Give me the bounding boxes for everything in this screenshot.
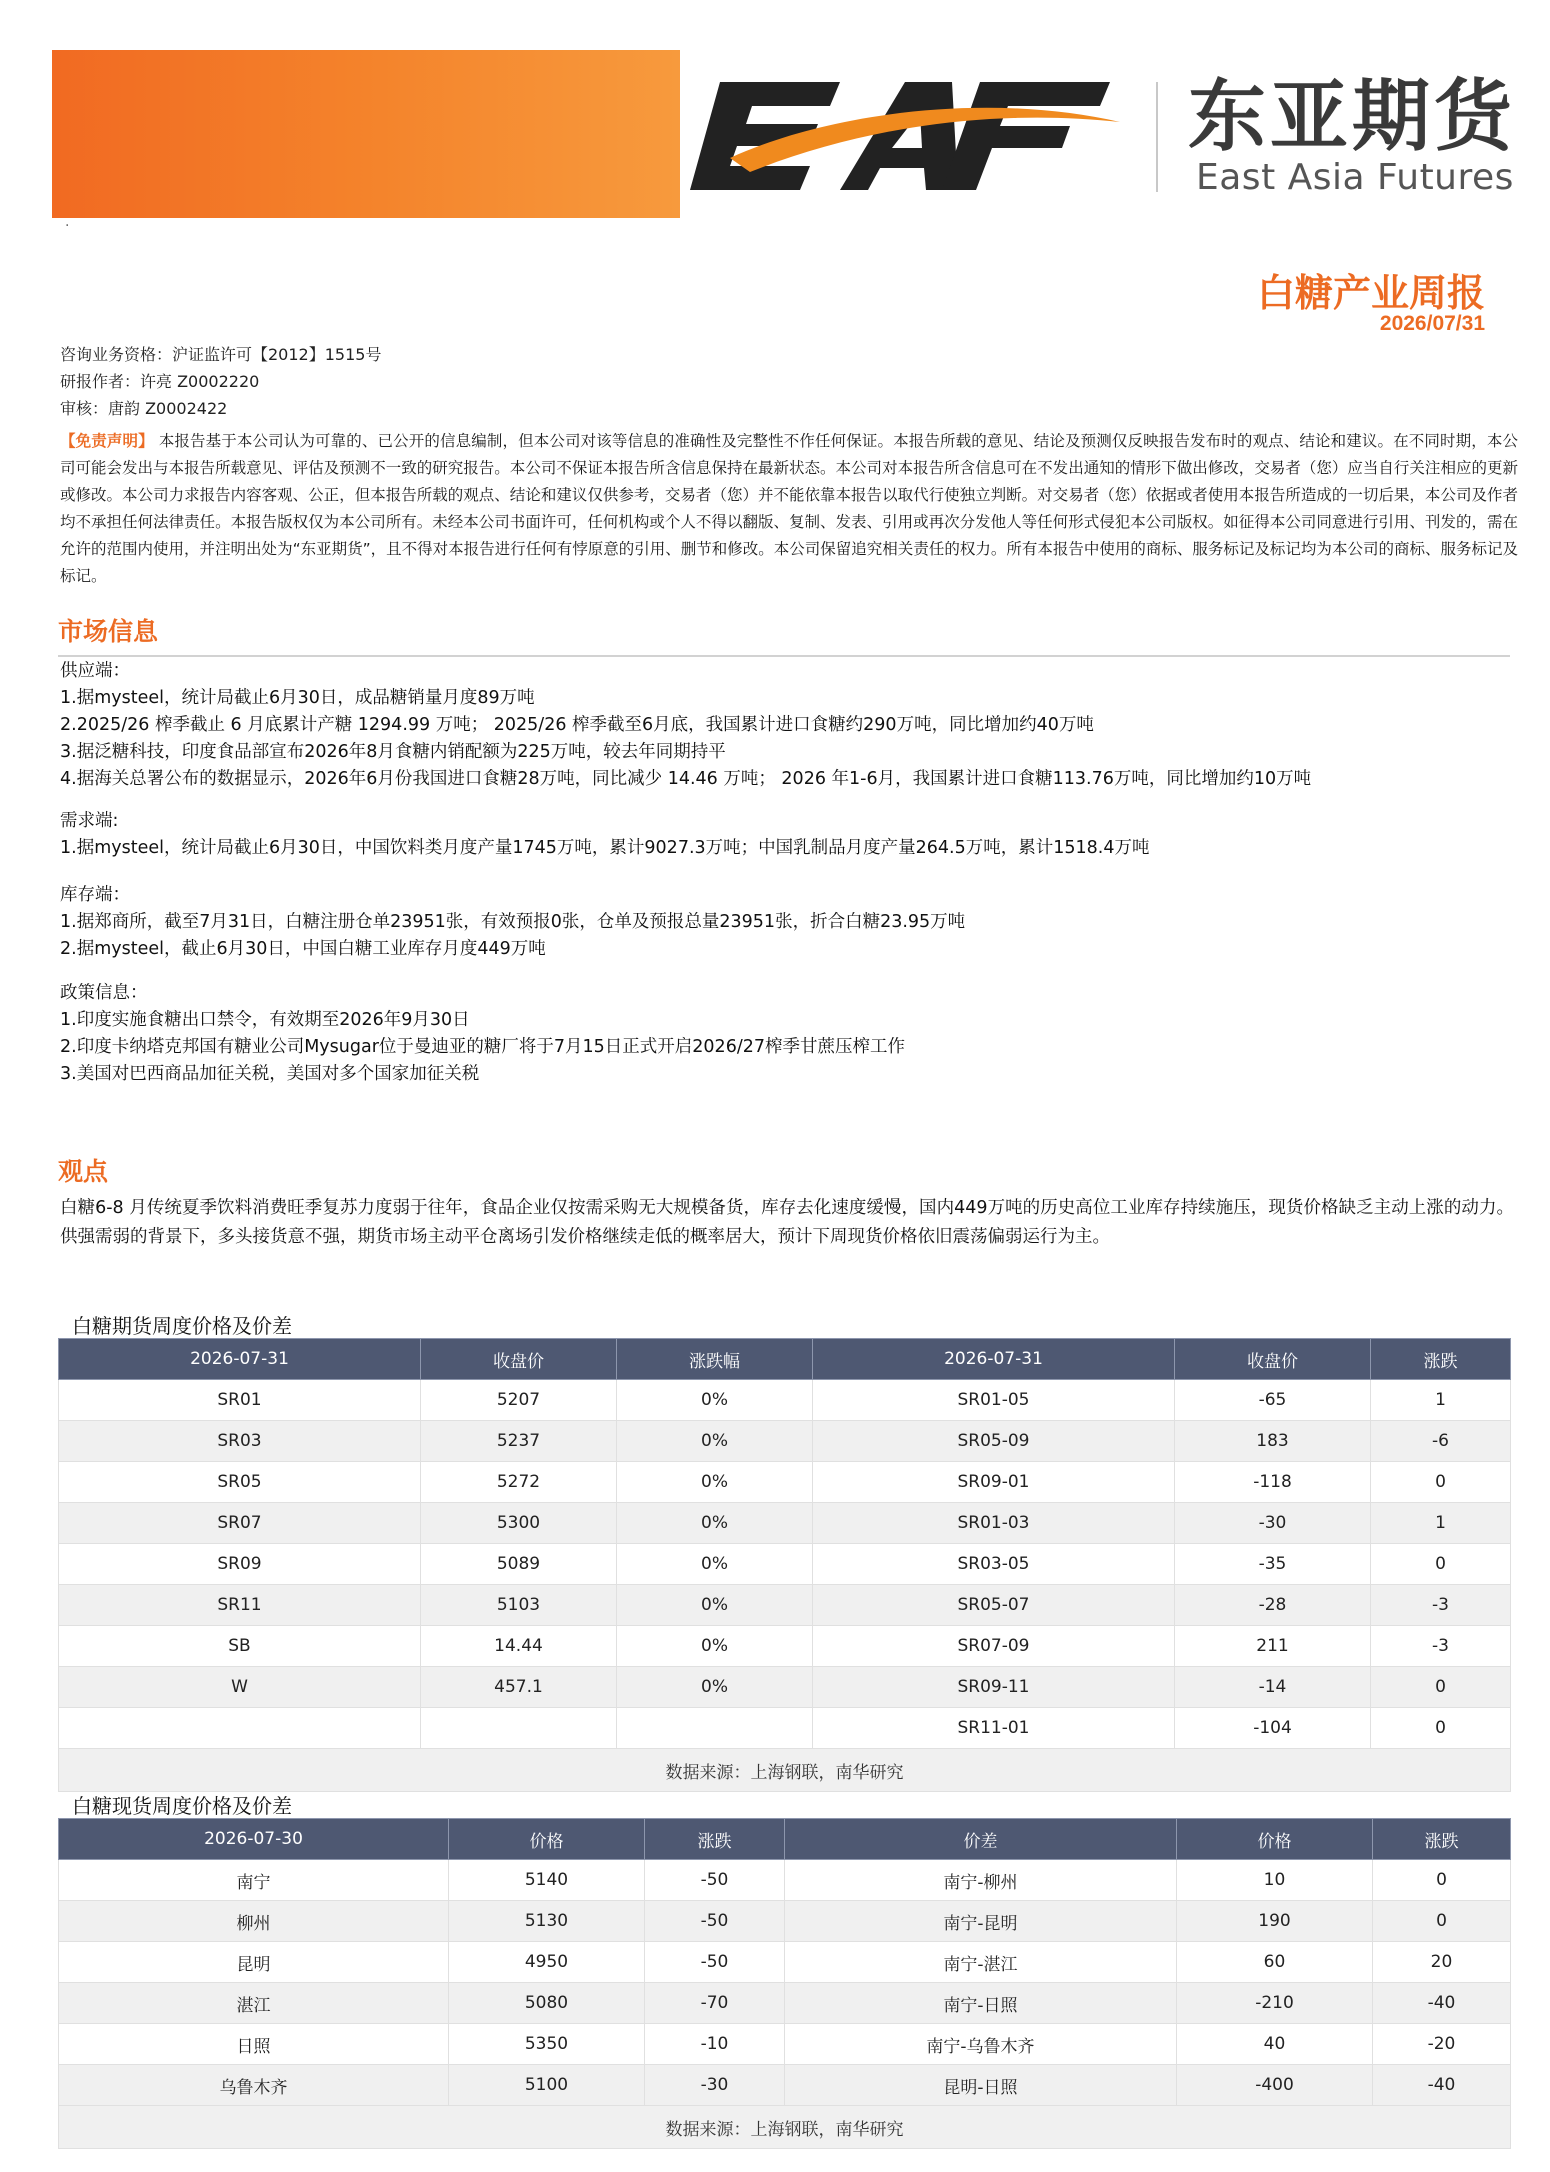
table-row	[59, 1462, 1511, 1503]
table-source-row	[59, 2106, 1511, 2149]
table-cell: 0	[1373, 1860, 1511, 1901]
table-cell: -210	[1177, 1983, 1373, 2024]
policy-title: 政策信息：	[60, 983, 148, 1003]
table-row	[59, 1667, 1511, 1708]
stock-title: 库存端：	[60, 885, 130, 905]
table-cell: 柳州	[59, 1901, 449, 1942]
table-cell: 0	[1371, 1667, 1511, 1708]
spot-table-title: 白糖现货周度价格及价差	[72, 1794, 292, 1818]
table-cell: 0%	[617, 1380, 813, 1421]
table-cell: W	[59, 1667, 421, 1708]
table-cell: 0%	[617, 1585, 813, 1626]
table-cell: 1	[1371, 1380, 1511, 1421]
stock-item: 1.据郑商所，截至7月31日，白糖注册仓单23951张，有效预报0张，仓单及预报总量23951张，折合白糖23.95万吨	[60, 912, 966, 932]
table-header-row	[59, 1339, 1511, 1380]
section-heading-market: 市场信息	[58, 617, 159, 646]
disclaimer-text: 本报告基于本公司认为可靠的、已公开的信息编制，但本公司对该等信息的准确性及完整性不作任何保证。本报告所载的意见、结论及预测仅反映报告发布时的观点、结论和建议。在不同时期，本公司可能会发出与本报告所载意见、评估及预测不一致的研究报告。本公司不保证本报告所含信息保持在最新状态。本公司对本报告所含信息可在不发出通知的情形下做出修改，交易者（您）应当自行关注相应的更新或修改。本公司力求报告内容客观、公正，但本报告所载的观点、结论和建议仅供参考，交易者（您）并不能依靠本报告以取代行使独立判断。对交易者（您）依据或者使用本报告所造成的一切后果，本公司及作者均不承担任何法律责任。本报告版权仅为本公司所有。未经本公司书面许可，任何机构或个人不得以翻版、复制、发表、引用或再次分发他人等任何形式侵犯本公司版权。如征得本公司同意进行引用、刊发的，需在允许的范围内使用，并注明出处为“东亚期货”，且不得对本报告进行任何有悖原意的引用、删节和修改。本公司保留追究相关责任的权力。所有本报告中使用的商标、服务标记及标记均为本公司的商标、服务标记及标记。	[60, 432, 1518, 585]
disclaimer-tag: 【免责声明】	[60, 432, 154, 450]
table-cell: 5140	[449, 1860, 645, 1901]
table-cell: -65	[1175, 1380, 1371, 1421]
table-cell: 0	[1371, 1708, 1511, 1749]
table-cell	[617, 1708, 813, 1749]
view-paragraph: 白糖6-8 月传统夏季饮料消费旺季复苏力度弱于往年，食品企业仅按需采购无大规模备货，库存去化速度缓慢，国内449万吨的历史高位工业库存持续施压，现货价格缺乏主动上涨的动力。供强需弱的背景下，多头接货意不强，期货市场主动平仓离场引发价格继续走低的概率居大，预计下周现货价格依旧震荡偏弱运行为主。	[60, 1198, 1514, 1247]
dot-mark: ·	[65, 218, 70, 234]
table-cell: -35	[1175, 1544, 1371, 1585]
table-row	[59, 1942, 1511, 1983]
table-cell: SR11-01	[813, 1708, 1175, 1749]
column-header: 涨跌	[645, 1819, 785, 1860]
table-row	[59, 1901, 1511, 1942]
column-header: 收盘价	[421, 1339, 617, 1380]
table-cell: SR01-05	[813, 1380, 1175, 1421]
futures-table-title: 白糖期货周度价格及价差	[72, 1314, 292, 1338]
policy-item: 3.美国对巴西商品加征关税，美国对多个国家加征关税	[60, 1064, 480, 1084]
table-cell: 0	[1371, 1544, 1511, 1585]
table-cell: 5130	[449, 1901, 645, 1942]
table-cell: 0%	[617, 1421, 813, 1462]
table-source-note: 数据来源：上海钢联，南华研究	[59, 2106, 1511, 2149]
column-header: 价差	[785, 1819, 1177, 1860]
table-cell: 183	[1175, 1421, 1371, 1462]
table-cell: 南宁-乌鲁木齐	[785, 2024, 1177, 2065]
table-cell: -30	[1175, 1503, 1371, 1544]
supply-block	[60, 658, 1520, 793]
table-cell: -70	[645, 1983, 785, 2024]
policy-item: 2.印度卡纳塔克邦国有糖业公司Mysugar位于曼迪亚的糖厂将于7月15日正式开启2026/27榨季甘蔗压榨工作	[60, 1037, 905, 1057]
table-cell: 20	[1373, 1942, 1511, 1983]
table-cell: 0%	[617, 1667, 813, 1708]
table-cell: SR05-07	[813, 1585, 1175, 1626]
table-cell: -28	[1175, 1585, 1371, 1626]
table-cell: 190	[1177, 1901, 1373, 1942]
column-header: 价格	[1177, 1819, 1373, 1860]
table-cell: -400	[1177, 2065, 1373, 2106]
table-cell: 5272	[421, 1462, 617, 1503]
table-cell: 日照	[59, 2024, 449, 2065]
demand-block	[60, 808, 1520, 862]
table-cell: SR09-11	[813, 1667, 1175, 1708]
table-cell: -50	[645, 1901, 785, 1942]
column-header: 2026-07-30	[59, 1819, 449, 1860]
supply-title: 供应端：	[60, 661, 130, 681]
reviewer-line: 审核：唐韵 Z0002422	[60, 399, 228, 418]
disclaimer	[60, 428, 1518, 590]
table-cell: SR07-09	[813, 1626, 1175, 1667]
column-header: 涨跌幅	[617, 1339, 813, 1380]
column-header: 价格	[449, 1819, 645, 1860]
table-cell: 南宁-昆明	[785, 1901, 1177, 1942]
table-cell: 5207	[421, 1380, 617, 1421]
table-cell: SR09-01	[813, 1462, 1175, 1503]
section-heading-view: 观点	[58, 1157, 109, 1186]
table-row	[59, 2065, 1511, 2106]
table-cell: -30	[645, 2065, 785, 2106]
table-source-row	[59, 1749, 1511, 1792]
stock-block	[60, 882, 1520, 963]
table-cell	[59, 1708, 421, 1749]
table-cell: -3	[1371, 1626, 1511, 1667]
table-cell: -14	[1175, 1667, 1371, 1708]
table-cell: -118	[1175, 1462, 1371, 1503]
author-line: 研报作者：许亮 Z0002220	[60, 372, 260, 391]
table-cell: SR03	[59, 1421, 421, 1462]
demand-item: 1.据mysteel，统计局截止6月30日，中国饮料类月度产量1745万吨，累计9027.3万吨；中国乳制品月度产量264.5万吨，累计1518.4万吨	[60, 838, 1150, 858]
column-header: 2026-07-31	[59, 1339, 421, 1380]
table-cell: -3	[1371, 1585, 1511, 1626]
table-source-note: 数据来源：上海钢联，南华研究	[59, 1749, 1511, 1792]
table-cell: -40	[1373, 2065, 1511, 2106]
table-cell: SR11	[59, 1585, 421, 1626]
table-cell: SR03-05	[813, 1544, 1175, 1585]
supply-item: 1.据mysteel，统计局截止6月30日，成品糖销量月度89万吨	[60, 688, 535, 708]
company-name-en: East Asia Futures	[1196, 157, 1514, 198]
table-cell: 5350	[449, 2024, 645, 2065]
table-cell: SR05	[59, 1462, 421, 1503]
table-cell: 0%	[617, 1503, 813, 1544]
table-cell: 4950	[449, 1942, 645, 1983]
section-divider	[58, 655, 1510, 657]
table-cell: -40	[1373, 1983, 1511, 2024]
report-date: 2026/07/31	[1379, 312, 1485, 335]
company-name-cn: 东亚期货	[1188, 72, 1517, 162]
table-cell: SR01	[59, 1380, 421, 1421]
table-row	[59, 1503, 1511, 1544]
column-header: 收盘价	[1175, 1339, 1371, 1380]
table-cell: 昆明	[59, 1942, 449, 1983]
table-cell: 5089	[421, 1544, 617, 1585]
spot-price-table	[58, 1818, 1511, 2149]
supply-item: 2.2025/26 榨季截止 6 月底累计产糖 1294.99 万吨； 2025/26 榨季截至6月底，我国累计进口食糖约290万吨，同比增加约40万吨	[60, 715, 1094, 735]
table-cell: 5103	[421, 1585, 617, 1626]
column-header: 2026-07-31	[813, 1339, 1175, 1380]
demand-title: 需求端:	[60, 811, 119, 831]
table-cell: -10	[645, 2024, 785, 2065]
table-cell: SR07	[59, 1503, 421, 1544]
table-row	[59, 1708, 1511, 1749]
table-cell: 0%	[617, 1462, 813, 1503]
table-row	[59, 1380, 1511, 1421]
stock-item: 2.据mysteel，截止6月30日，中国白糖工业库存月度449万吨	[60, 939, 546, 959]
table-cell: SB	[59, 1626, 421, 1667]
table-cell: 1	[1371, 1503, 1511, 1544]
table-cell: 457.1	[421, 1667, 617, 1708]
policy-item: 1.印度实施食糖出口禁令，有效期至2026年9月30日	[60, 1010, 470, 1030]
column-header: 涨跌	[1373, 1819, 1511, 1860]
table-cell: 40	[1177, 2024, 1373, 2065]
table-row	[59, 2024, 1511, 2065]
supply-item: 4.据海关总署公布的数据显示，2026年6月份我国进口食糖28万吨，同比减少 14.46 万吨； 2026 年1-6月，我国累计进口食糖113.76万吨，同比增加约10万吨	[60, 769, 1312, 789]
table-cell: -50	[645, 1942, 785, 1983]
table-cell: SR01-03	[813, 1503, 1175, 1544]
table-cell: 湛江	[59, 1983, 449, 2024]
supply-item: 3.据泛糖科技，印度食品部宣布2026年8月食糖内销配额为225万吨，较去年同期持平	[60, 742, 726, 762]
table-row	[59, 1626, 1511, 1667]
table-row	[59, 1585, 1511, 1626]
logo-divider	[1156, 82, 1158, 192]
qualification-line: 咨询业务资格：沪证监许可【2012】1515号	[60, 345, 382, 364]
table-cell: -6	[1371, 1421, 1511, 1462]
table-header-row	[59, 1819, 1511, 1860]
table-cell: -50	[645, 1860, 785, 1901]
table-cell: 5300	[421, 1503, 617, 1544]
table-cell: 南宁-日照	[785, 1983, 1177, 2024]
table-cell: 0	[1371, 1462, 1511, 1503]
table-cell	[421, 1708, 617, 1749]
table-cell: 0%	[617, 1626, 813, 1667]
table-cell: 60	[1177, 1942, 1373, 1983]
table-cell: 0%	[617, 1544, 813, 1585]
table-cell: SR09	[59, 1544, 421, 1585]
table-cell: 5080	[449, 1983, 645, 2024]
table-row	[59, 1983, 1511, 2024]
table-cell: -20	[1373, 2024, 1511, 2065]
table-cell: 南宁	[59, 1860, 449, 1901]
futures-price-table	[58, 1338, 1511, 1792]
table-cell: 南宁-柳州	[785, 1860, 1177, 1901]
table-row	[59, 1544, 1511, 1585]
report-title: 白糖产业周报	[1256, 271, 1485, 315]
table-cell: 5237	[421, 1421, 617, 1462]
policy-block	[60, 980, 1520, 1088]
table-row	[59, 1421, 1511, 1462]
table-cell: 5100	[449, 2065, 645, 2106]
table-cell: 211	[1175, 1626, 1371, 1667]
table-cell: -104	[1175, 1708, 1371, 1749]
column-header: 涨跌	[1371, 1339, 1511, 1380]
eaf-logo-icon	[690, 72, 1120, 200]
table-cell: 南宁-湛江	[785, 1942, 1177, 1983]
table-cell: 昆明-日照	[785, 2065, 1177, 2106]
table-cell: 0	[1373, 1901, 1511, 1942]
table-cell: SR05-09	[813, 1421, 1175, 1462]
table-row	[59, 1860, 1511, 1901]
table-cell: 14.44	[421, 1626, 617, 1667]
table-cell: 乌鲁木齐	[59, 2065, 449, 2106]
header-orange-banner	[52, 50, 680, 218]
table-cell: 10	[1177, 1860, 1373, 1901]
